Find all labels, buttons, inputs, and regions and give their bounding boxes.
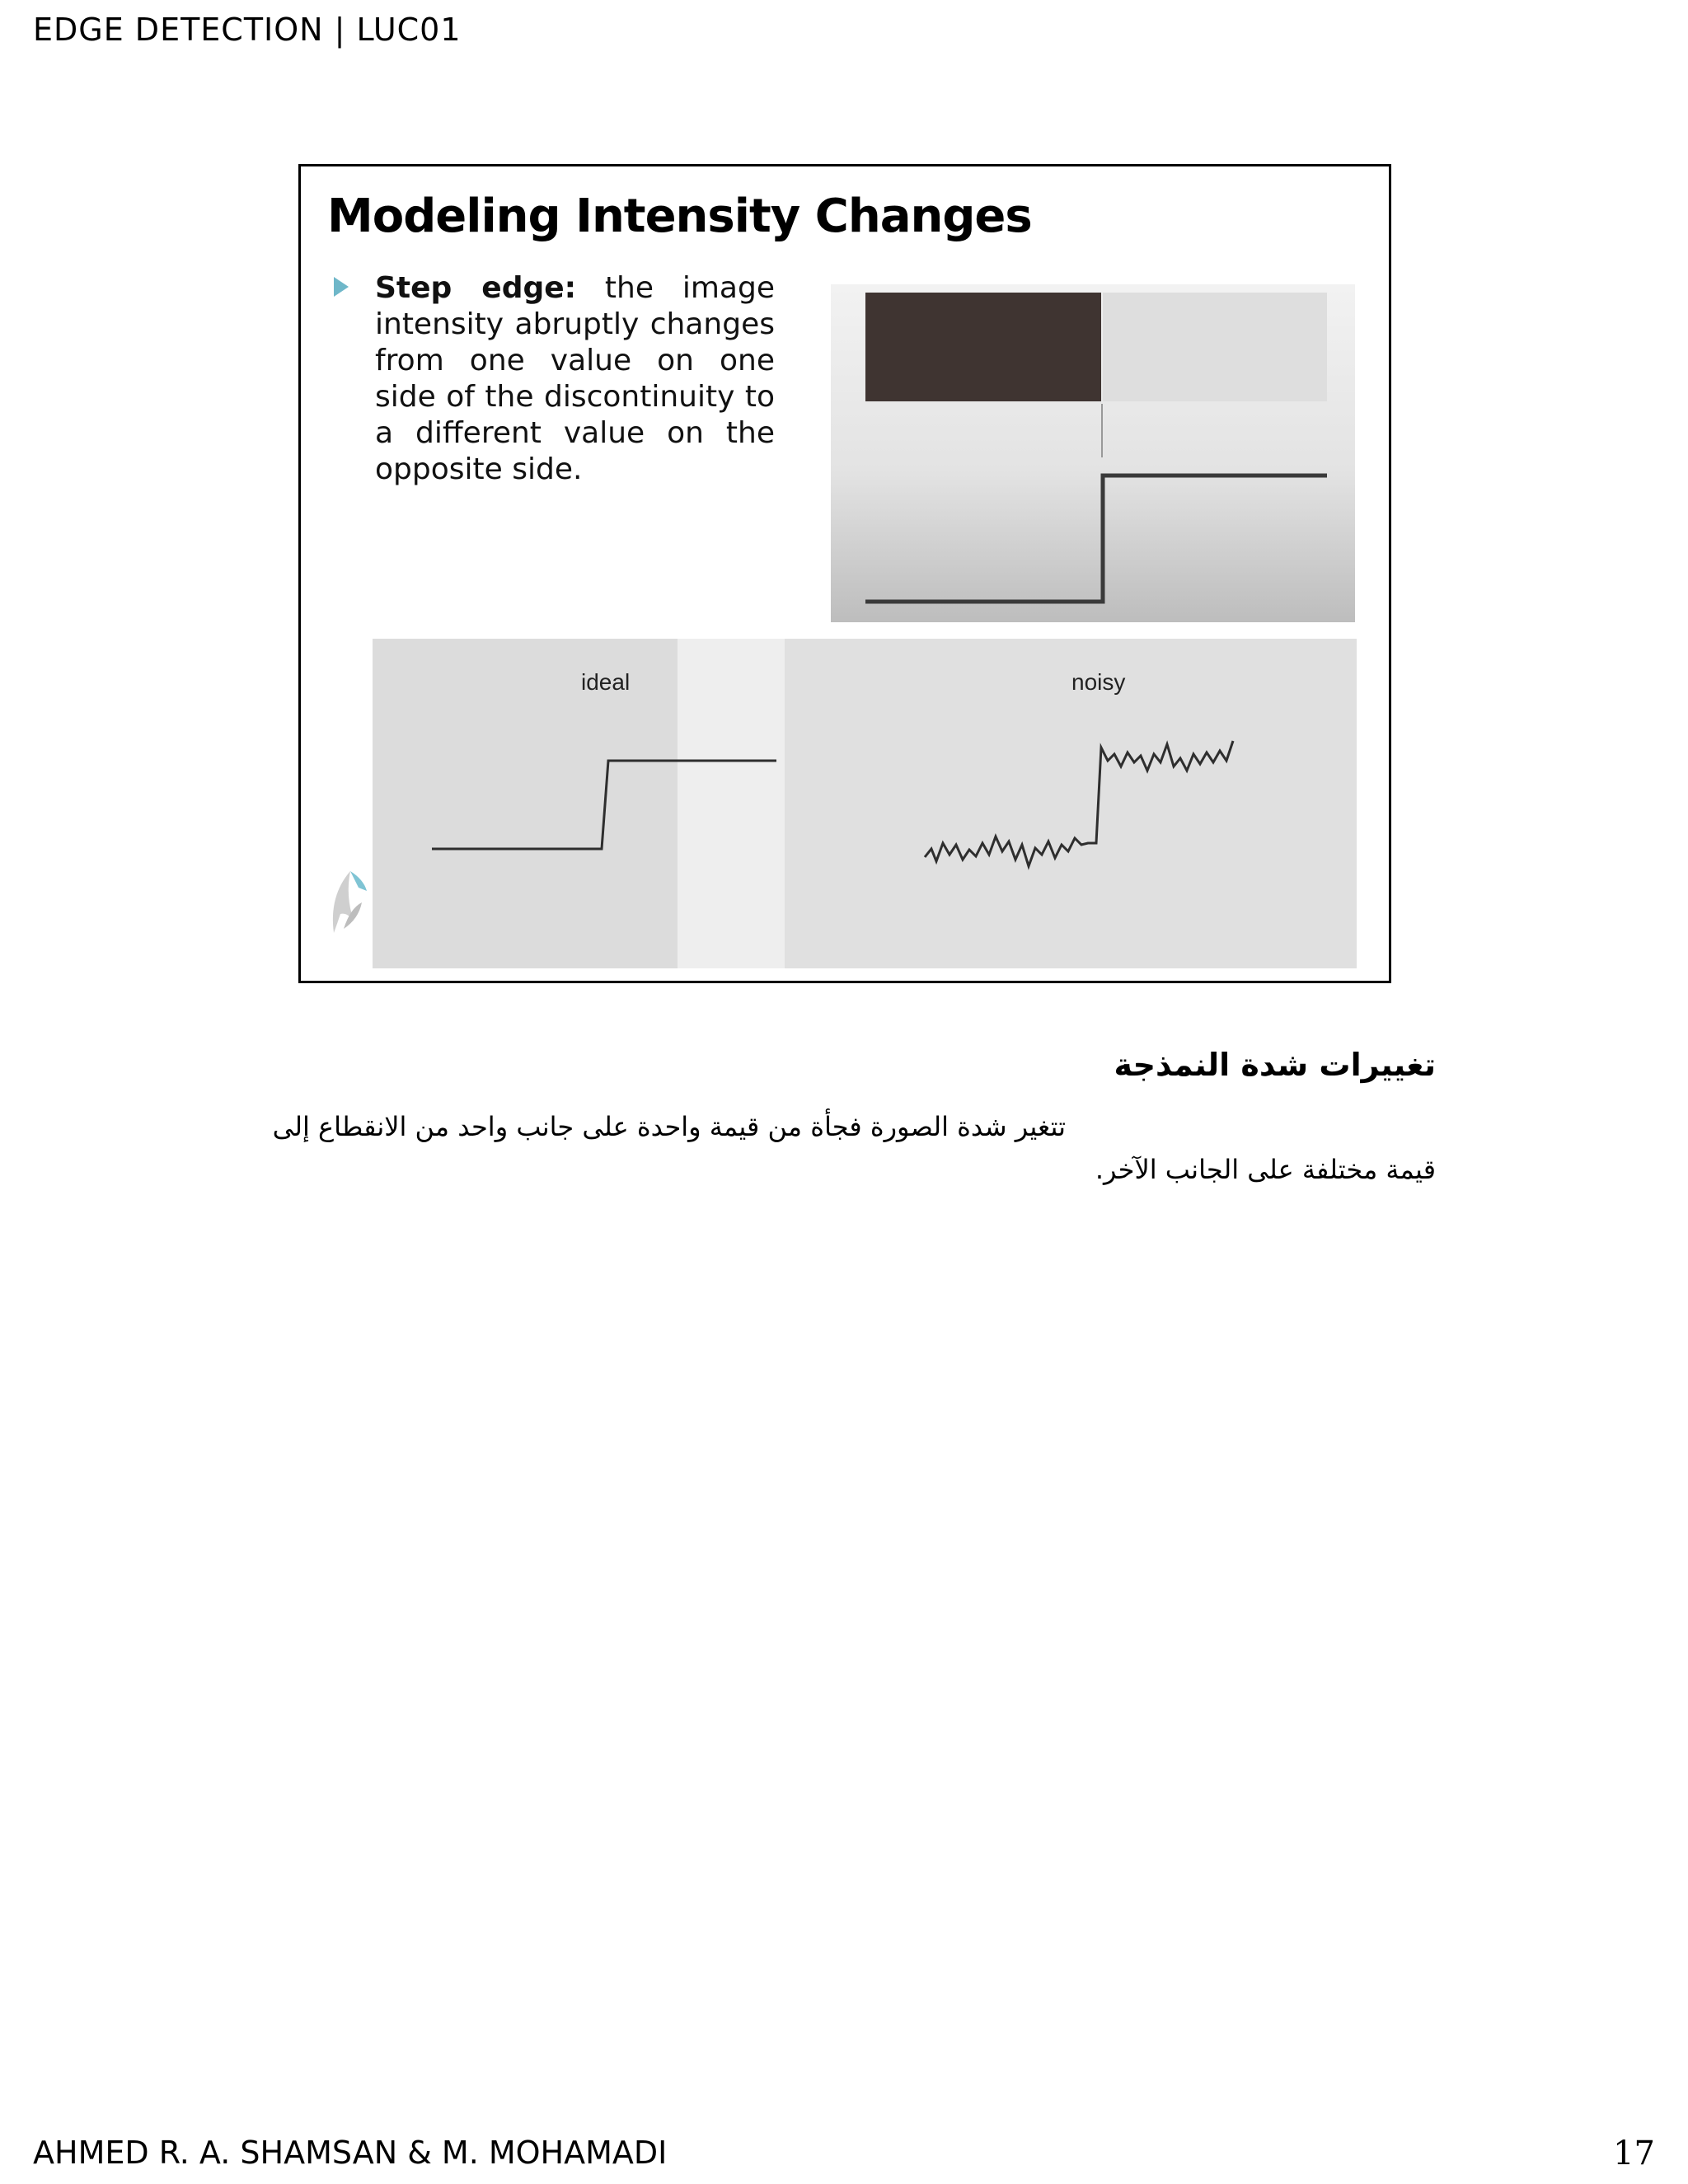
dark-region	[865, 293, 1101, 401]
page-number: 17	[1613, 2135, 1655, 2172]
step-edge-figure	[831, 284, 1355, 622]
profiles-background-left	[373, 639, 678, 968]
arabic-paragraph-line-1: تتغير شدة الصورة فجأة من قيمة واحدة على جانب واحد من الانقطاع إلى	[272, 1111, 1066, 1142]
bullet-term: Step edge:	[375, 271, 577, 305]
bullet-description: the image intensity abruptly changes from one value on one side of the discontinuity to a different value on the opposite side.	[375, 271, 775, 486]
label-ideal: ideal	[581, 669, 631, 695]
running-header: EDGE DETECTION | LUC01	[33, 12, 462, 48]
logo-icon	[326, 863, 372, 937]
profiles-background-right	[785, 639, 1357, 968]
slide-title: Modeling Intensity Changes	[327, 190, 1032, 243]
bullet-text	[375, 270, 775, 488]
ideal-noisy-profiles-figure	[373, 639, 1357, 968]
arabic-paragraph-line-2: قيمة مختلفة على الجانب الآخر.	[1095, 1154, 1436, 1185]
arabic-section-title: تغييرات شدة النمذجة	[1114, 1047, 1436, 1083]
light-region	[1103, 293, 1327, 401]
profiles-background-gap	[678, 639, 785, 968]
slide-frame	[298, 164, 1391, 983]
bullet-arrow-icon	[334, 277, 349, 297]
label-noisy: noisy	[1071, 669, 1126, 695]
footer-authors: AHMED R. A. SHAMSAN & M. MOHAMADI	[33, 2135, 668, 2171]
